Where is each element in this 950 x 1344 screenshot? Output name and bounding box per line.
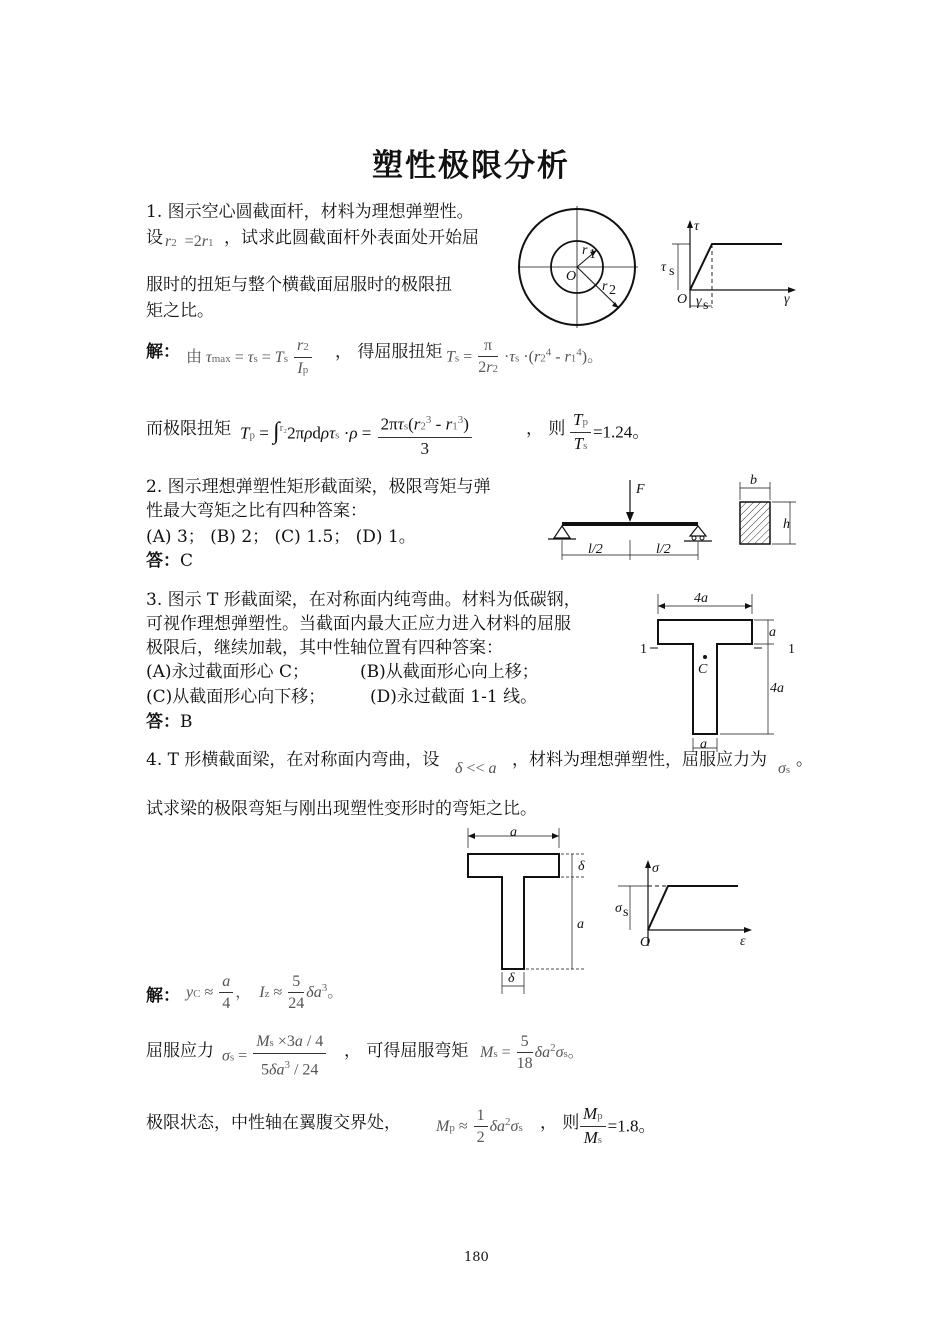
p4-solution-label: 解： bbox=[146, 986, 180, 1006]
p2-line2: 性最大弯矩之比有四种答案： bbox=[146, 501, 367, 521]
rectangular-section-figure bbox=[734, 472, 800, 550]
p3-line1: 3. 图示 T 形截面梁，在对称面内纯弯曲。材料为低碳钢， bbox=[146, 590, 581, 610]
svg-text:F: F bbox=[636, 482, 645, 497]
p1-then: ， 则 bbox=[526, 419, 566, 439]
svg-text:4a: 4a bbox=[694, 591, 708, 606]
svg-text:r: r bbox=[602, 279, 608, 294]
p1-line1: 1. 图示空心圆截面杆，材料为理想弹塑性。 bbox=[146, 202, 474, 222]
svg-text:δ: δ bbox=[578, 859, 585, 874]
svg-text:1: 1 bbox=[640, 642, 647, 657]
p4-limit-state-text: 极限状态，中性轴在翼腹交界处， bbox=[146, 1113, 401, 1133]
p4-formula-Mp: Mp ≈ $\frac{1}{2}$ $\delta a^2\sigma s$ bbox=[436, 1107, 523, 1146]
p3-line2: 可视作理想弹塑性。当截面内最大正应力进入材料的屈服 bbox=[146, 614, 571, 634]
svg-text:τ: τ bbox=[694, 219, 700, 234]
svg-text:ε: ε bbox=[740, 934, 746, 949]
sigma-epsilon-diagram bbox=[612, 858, 754, 950]
svg-text:a: a bbox=[700, 737, 707, 752]
simply-supported-beam-figure bbox=[548, 478, 716, 564]
svg-text:a: a bbox=[510, 825, 517, 840]
p1-ratio: $\frac{Tp}{Ts}$ =1.24。 bbox=[568, 410, 649, 457]
svg-text:s: s bbox=[669, 264, 675, 279]
svg-text:σ: σ bbox=[615, 901, 622, 916]
p3-line3: 极限后，继续加载，其中性轴位置有四种答案： bbox=[146, 638, 503, 658]
svg-text:s: s bbox=[623, 905, 629, 920]
t-section-figure-p4 bbox=[462, 824, 590, 996]
svg-text:s: s bbox=[703, 298, 709, 313]
p1-mid-text: ， 得屈服扭矩 bbox=[335, 342, 443, 362]
p3-option-b: (B)从截面形心向上移； bbox=[360, 662, 539, 682]
p3-option-c: (C)从截面形心向下移； bbox=[146, 687, 326, 707]
p1-condition-formula: r2 =2r1 bbox=[165, 233, 214, 250]
svg-text:δ: δ bbox=[508, 971, 515, 986]
p1-formula-Tp: Tp = ∫$^{r_2}$2πρdρτs ·ρ = $\frac{2\pi\tau s(r2^3 - r1^3)}{3}$ bbox=[240, 410, 474, 460]
svg-text:h: h bbox=[783, 517, 790, 532]
p1-solution-label: 解： bbox=[146, 342, 180, 362]
svg-text:1: 1 bbox=[788, 642, 795, 657]
p1-line2-suffix: ，试求此圆截面杆外表面处开始屈 bbox=[224, 228, 479, 248]
p1-formula-tau-max: 由 τmax = τs = Ts $\frac{r2}{Ip}$ bbox=[186, 336, 314, 381]
p4-line1-end: 。 bbox=[796, 750, 813, 770]
p4-then: ， 则 bbox=[540, 1113, 580, 1133]
center-O-label: O bbox=[566, 269, 577, 284]
page-title: 塑性极限分析 bbox=[372, 148, 570, 184]
p4-line2: 试求梁的极限弯矩与刚出现塑性变形时的弯矩之比。 bbox=[146, 799, 537, 819]
p4-yield-stress-text: 屈服应力 bbox=[146, 1041, 214, 1061]
svg-text:l/2: l/2 bbox=[656, 542, 671, 557]
svg-text:O: O bbox=[677, 292, 688, 307]
svg-text:4a: 4a bbox=[770, 681, 784, 696]
svg-text:O: O bbox=[640, 935, 651, 950]
p4-sigma-s: σs bbox=[778, 760, 791, 777]
p4-mid-text: ， 可得屈服弯矩 bbox=[344, 1041, 469, 1061]
svg-text:τ: τ bbox=[661, 260, 667, 275]
p4-formula-Ms: Ms = $\frac{5}{18}$ $\delta a^2\sigma s$。 bbox=[480, 1033, 584, 1072]
p4-formulas-centroid: yC ≈ $\frac{a}{4}$ ， Iz ≈ $\frac{5}{24}$ $\delta a^3$。 bbox=[186, 973, 344, 1012]
svg-text:r: r bbox=[582, 243, 588, 258]
svg-text:2: 2 bbox=[609, 283, 616, 298]
svg-text:b: b bbox=[750, 473, 757, 488]
p1-line4: 矩之比。 bbox=[146, 301, 214, 321]
p4-ratio: $\frac{Mp}{Ms}$ =1.8。 bbox=[578, 1104, 656, 1151]
p4-line1-prefix: 4. T 形横截面梁，在对称面内弯曲，设 bbox=[146, 750, 440, 770]
p3-answer: 答：B bbox=[146, 712, 193, 732]
p4-condition: δ << a bbox=[455, 760, 497, 777]
page-number: 180 bbox=[464, 1250, 489, 1265]
p1-line3: 服时的扭矩与整个横截面屈服时的极限扭 bbox=[146, 275, 452, 295]
svg-text:C: C bbox=[698, 662, 708, 677]
tau-gamma-diagram bbox=[658, 218, 798, 314]
p1-formula-Ts: Ts = $\frac{\pi}{2r2}$ $\cdot\tau s \cdot(r2^4 - r1^4)$。 bbox=[446, 337, 604, 376]
p1-line2-prefix: 设 bbox=[146, 228, 163, 248]
p4-formula-sigma-s: σs = $\frac{Ms \times 3a / 4}{5\delta a^3 / 24}$ bbox=[222, 1032, 328, 1081]
p1-limit-text: 而极限扭矩 bbox=[146, 419, 231, 439]
p2-answer: 答：C bbox=[146, 551, 194, 571]
svg-text:γ: γ bbox=[784, 292, 790, 307]
svg-text:a: a bbox=[769, 625, 776, 640]
svg-text:a: a bbox=[577, 917, 584, 932]
p2-line1: 2. 图示理想弹塑性矩形截面梁，极限弯矩与弹 bbox=[146, 477, 491, 497]
p3-option-a: (A)永过截面形心 C； bbox=[146, 662, 309, 682]
svg-text:γ: γ bbox=[696, 294, 702, 309]
p4-line1-mid: ，材料为理想弹塑性，屈服应力为 bbox=[512, 750, 767, 770]
t-section-figure-p3 bbox=[640, 588, 802, 754]
svg-text:σ: σ bbox=[652, 861, 659, 876]
hollow-circle-figure bbox=[516, 206, 644, 328]
svg-text:l/2: l/2 bbox=[588, 542, 603, 557]
svg-text:1: 1 bbox=[589, 247, 596, 262]
p3-option-d: (D)永过截面 1-1 线。 bbox=[370, 687, 538, 707]
p2-options: (A) 3； (B) 2； (C) 1.5； (D) 1。 bbox=[146, 527, 416, 547]
